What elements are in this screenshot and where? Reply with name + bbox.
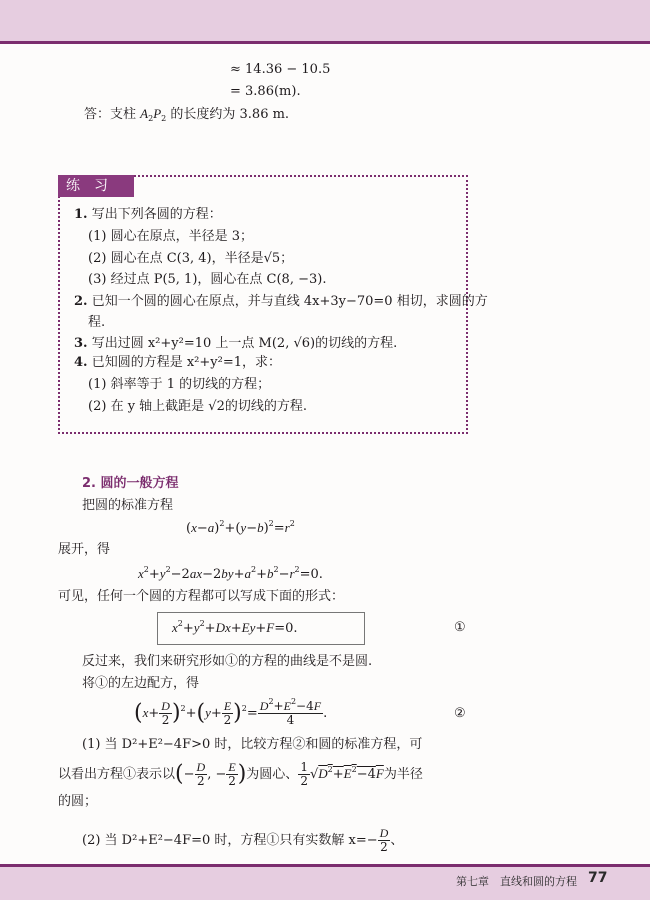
section-heading: 2. 圆的一般方程 (82, 476, 179, 491)
chapter-title: 第七章 直线和圆的方程 (456, 875, 577, 888)
header-rule (0, 41, 650, 44)
paragraph: 反过来，我们来研究形如①的方程的曲线是不是圆. (82, 654, 373, 669)
exercise-item: (1) 斜率等于 1 的切线的方程； (88, 377, 271, 392)
equation-completed-square: (x+ $\frac{D}{2}$ )$^2$+(y+ $\frac{E}{2}$ )$^2$= $\frac{D^2+E^2-4F}{4}$ . (134, 697, 328, 727)
paragraph: 将①的左边配方，得 (82, 676, 200, 691)
paragraph: 展开，得 (58, 542, 111, 557)
paragraph: 可见，任何一个圆的方程都可以写成下面的形式： (58, 589, 345, 604)
page-number: 77 (588, 870, 608, 886)
paragraph: (2) 当 D²+E²−4F=0 时，方程①只有实数解 x=− $\frac{D}{2}$ 、 (82, 826, 404, 854)
equation-standard: $(x-a)^2+(y-b)^2=r^2$ (186, 519, 295, 536)
exercise-item: (1) 圆心在原点，半径是 3； (88, 229, 253, 244)
exercise-item: 2. 已知一个圆的圆心在原点，并与直线 4x+3y−70=0 相切，求圆的方 (74, 294, 488, 309)
equation-general: $x^2+y^2+Dx+Ey+F=0$. (172, 619, 298, 636)
paragraph: 把圆的标准方程 (82, 498, 174, 513)
header-band (0, 0, 650, 41)
equation-marker-2: ② (454, 706, 466, 721)
exercise-item: (3) 经过点 P(5, 1)，圆心在点 C(8, −3). (88, 272, 327, 287)
exercise-item: 4. 已知圆的方程是 x²+y²=1，求： (74, 355, 282, 370)
paragraph: 以看出方程①表示以(− $\frac{D}{2}$ , − $\frac{E}{2}$ )为圆心、 $\frac{1}{2}$ $√D^2+E^2-4F$为半径 (58, 760, 423, 788)
paragraph: 的圆； (58, 794, 98, 809)
answer-line: 答：支柱 $A_2P_2$ 的长度约为 3.86 m. (84, 106, 290, 123)
equation-marker-1: ① (454, 620, 466, 635)
calc-line-2: = 3.86(m). (230, 84, 301, 99)
exercise-item: 1. 写出下列各圆的方程： (74, 207, 222, 222)
exercise-item: 3. 写出过圆 x²+y²=10 上一点 M(2, √6)的切线的方程. (74, 336, 398, 351)
calc-line-1: ≈ 14.36 − 10.5 (230, 62, 331, 77)
exercise-item: (2) 圆心在点 C(3, 4)，半径是√5； (88, 251, 294, 266)
paragraph: (1) 当 D²+E²−4F>0 时，比较方程②和圆的标准方程，可 (82, 737, 423, 752)
exercise-tag: 练习 (58, 175, 134, 197)
equation-expanded: $x^2+y^2-2ax-2by+a^2+b^2-r^2=0$. (138, 565, 323, 582)
exercise-item: 程. (88, 315, 106, 330)
exercise-item: (2) 在 y 轴上截距是 √2的切线的方程. (88, 399, 307, 414)
